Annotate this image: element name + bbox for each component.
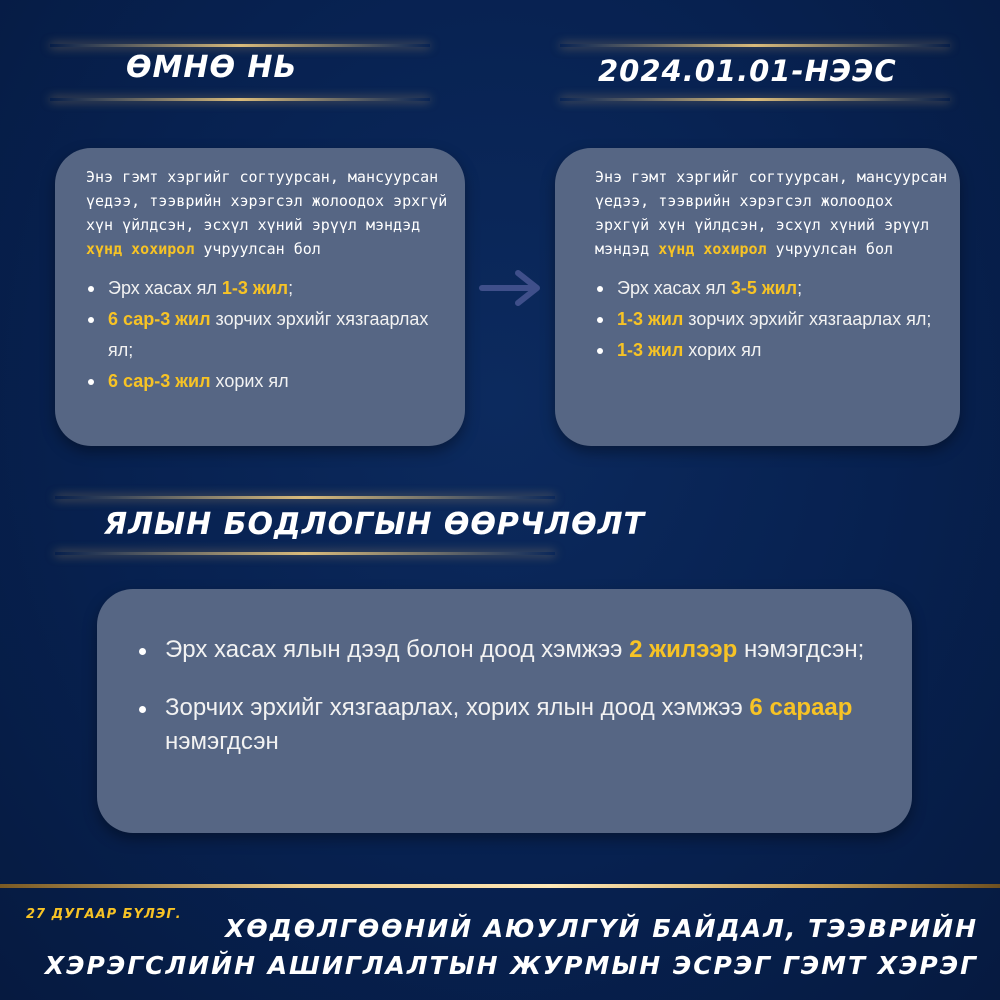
gold-glow-line <box>50 98 430 101</box>
gold-glow-line <box>55 552 555 555</box>
after-intro-highlight: хүнд хохирол <box>658 240 767 258</box>
heading-policy: ЯЛЫН БОДЛОГЫН ӨӨРЧЛӨЛТ <box>104 507 645 542</box>
list-item: Эрх хасах ял 1-3 жил; <box>86 273 451 304</box>
before-penalty-list <box>86 273 451 397</box>
gold-glow-line <box>55 496 555 499</box>
gold-glow-line <box>50 44 430 47</box>
footer-title-line2: ХЭРЭГСЛИЙН АШИГЛАЛТЫН ЖУРМЫН ЭСРЭГ ГЭМТ ХЭРЭГ <box>44 951 978 980</box>
before-intro-highlight: хүнд хохирол <box>86 240 195 258</box>
list-item: 1-3 жил зорчих эрхийг хязгаарлах ял; <box>595 304 950 335</box>
list-item: 6 сар-3 жил зорчих эрхийг хязгаарлах ял; <box>86 304 451 366</box>
list-item: Эрх хасах ял 3-5 жил; <box>595 273 950 304</box>
arrow-right-icon <box>478 268 544 308</box>
list-item: 6 сар-3 жил хорих ял <box>86 366 451 397</box>
gold-glow-line <box>560 44 950 47</box>
after-card <box>555 148 960 446</box>
before-card <box>55 148 465 446</box>
policy-change-list <box>97 589 912 759</box>
list-item: 1-3 жил хорих ял <box>595 335 950 366</box>
heading-after: 2024.01.01-НЭЭС <box>598 54 897 88</box>
policy-card <box>97 589 912 833</box>
before-card-intro: Энэ гэмт хэргийг согтуурсан, мансуурсан үедээ, тээврийн хэрэгсэл жолоодох эрхгүй хүн үйлдсэн, эсхүл хүний эрүүл мэндэд хүнд хохирол учруулсан бол <box>86 168 448 258</box>
after-card-intro: Энэ гэмт хэргийг согтуурсан, мансуурсан үедээ, тээврийн хэрэгсэл жолоодох эрхгүй хүн үйлдсэн, эсхүл хүний эрүүл мэндэд хүнд хохирол учруулсан бол <box>595 168 948 258</box>
heading-before: ӨМНӨ НЬ <box>126 50 298 85</box>
list-item: Зорчих эрхийг хязгаарлах, хорих ялын доод хэмжээ 6 сараар нэмэгдсэн <box>137 691 872 759</box>
footer-title <box>45 910 978 984</box>
chapter-label: 27 ДУГААР БҮЛЭГ. <box>26 907 182 922</box>
footer-title-line1: ХӨДӨЛГӨӨНИЙ АЮУЛГҮЙ БАЙДАЛ, ТЭЭВРИЙН <box>225 914 978 943</box>
gold-glow-line <box>560 98 950 101</box>
after-penalty-list <box>595 273 950 366</box>
list-item: Эрх хасах ялын дээд болон доод хэмжээ 2 жилээр нэмэгдсэн; <box>137 633 872 667</box>
footer-divider <box>0 884 1000 888</box>
